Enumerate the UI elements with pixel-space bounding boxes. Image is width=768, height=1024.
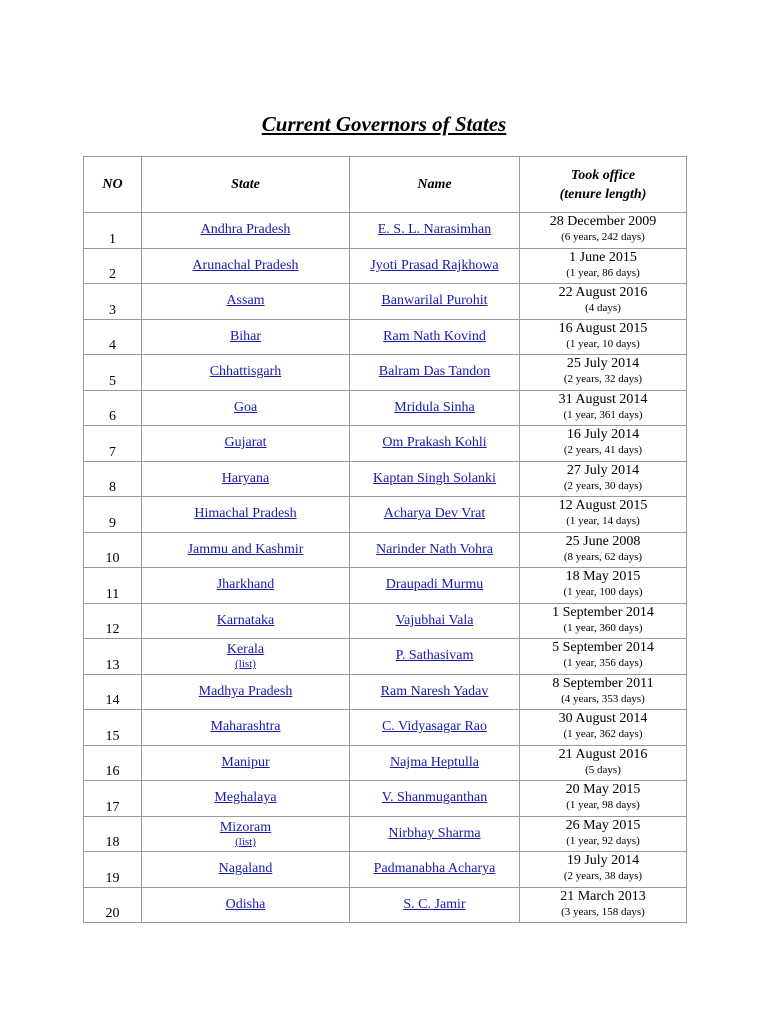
- took-office-date: 16 August 2015: [558, 320, 648, 336]
- table-header-row: [84, 157, 687, 213]
- governor-name-link[interactable]: Najma Heptulla: [389, 754, 480, 770]
- governor-name-link[interactable]: Mridula Sinha: [394, 399, 475, 415]
- governor-name-cell: [350, 816, 520, 852]
- took-office-date: 1 September 2014: [552, 604, 654, 620]
- table-row: [84, 603, 687, 639]
- took-office-date: 12 August 2015: [558, 498, 648, 513]
- took-office-date: 25 June 2008: [565, 533, 641, 549]
- table-row: [84, 532, 687, 568]
- state-link[interactable]: Arunachal Pradesh: [192, 257, 299, 273]
- governor-name-cell: [350, 213, 520, 249]
- governor-name-cell: [350, 532, 520, 568]
- state-link[interactable]: Odisha: [225, 896, 266, 912]
- governor-name-cell: [350, 426, 520, 462]
- governor-name-link[interactable]: Nirbhay Sharma: [388, 825, 481, 841]
- governor-name-link[interactable]: Ram Nath Kovind: [383, 328, 486, 344]
- governor-name-cell: [350, 674, 520, 710]
- state-link[interactable]: Maharashtra: [210, 719, 281, 735]
- tenure-length: (1 year, 98 days): [566, 799, 640, 811]
- page-title: Current Governors of States: [261, 112, 507, 136]
- governor-name-link[interactable]: Draupadi Murmu: [385, 577, 484, 593]
- state-stack: [142, 642, 349, 670]
- governor-name-cell: [350, 781, 520, 817]
- state-link[interactable]: Madhya Pradesh: [198, 683, 293, 699]
- governor-name-link[interactable]: Balram Das Tandon: [378, 364, 491, 380]
- row-number: 12: [84, 603, 142, 639]
- state-cell: [142, 710, 350, 746]
- governor-name-link[interactable]: P. Sathasivam: [395, 648, 474, 664]
- took-office-date: 30 August 2014: [558, 711, 648, 726]
- header-took-office: [520, 157, 687, 213]
- governor-name-link[interactable]: Vajubhai Vala: [395, 612, 474, 628]
- governor-name-cell: [350, 603, 520, 639]
- state-link[interactable]: Kerala: [226, 642, 265, 658]
- governor-name-cell: [350, 745, 520, 781]
- took-office-date: 28 December 2009: [549, 214, 657, 229]
- row-number: 7: [84, 426, 142, 462]
- state-stack: [142, 364, 349, 380]
- row-number: 4: [84, 319, 142, 355]
- tenure-length: (2 years, 32 days): [563, 373, 643, 385]
- header-no: NO: [84, 157, 142, 213]
- row-number: 11: [84, 568, 142, 604]
- row-number: 3: [84, 284, 142, 320]
- table-row: [84, 674, 687, 710]
- state-link[interactable]: Goa: [233, 399, 258, 415]
- row-number: 17: [84, 781, 142, 817]
- tenure-length: (1 year, 10 days): [566, 337, 640, 350]
- took-office-cell: [520, 745, 687, 781]
- governor-name-link[interactable]: Acharya Dev Vrat: [383, 506, 486, 522]
- state-link[interactable]: Haryana: [221, 470, 270, 486]
- table-row: [84, 852, 687, 888]
- took-office-cell: [520, 568, 687, 604]
- state-cell: [142, 816, 350, 852]
- tenure-length: (2 years, 41 days): [563, 444, 643, 456]
- state-cell: [142, 355, 350, 391]
- governor-name-cell: [350, 461, 520, 497]
- took-office-cell: [520, 355, 687, 391]
- state-cell: [142, 781, 350, 817]
- state-stack: [142, 329, 349, 345]
- tenure-length: (2 years, 30 days): [563, 479, 643, 492]
- header-took-office-label: Took office: [570, 167, 636, 183]
- header-tenure-length-label: (tenure length): [559, 186, 647, 202]
- took-office-cell: [520, 213, 687, 249]
- state-link[interactable]: Chhattisgarh: [209, 364, 282, 380]
- state-stack: [142, 258, 349, 274]
- state-stack: [142, 471, 349, 487]
- governor-name-link[interactable]: E. S. L. Narasimhan: [377, 222, 492, 238]
- governor-name-link[interactable]: Banwarilal Purohit: [381, 293, 488, 309]
- governor-name-cell: [350, 284, 520, 320]
- state-link[interactable]: Karnataka: [216, 612, 275, 628]
- row-number: 16: [84, 745, 142, 781]
- governor-name-link[interactable]: Ram Naresh Yadav: [380, 683, 489, 699]
- state-link[interactable]: Jharkhand: [216, 577, 275, 593]
- state-cell: [142, 568, 350, 604]
- row-number: 14: [84, 674, 142, 710]
- state-stack: [142, 506, 349, 522]
- tenure-length: (6 years, 242 days): [561, 231, 645, 243]
- table-row: [84, 390, 687, 426]
- governor-name-link[interactable]: Jyoti Prasad Rajkhowa: [370, 257, 499, 273]
- took-office-cell: [520, 497, 687, 533]
- took-office-date: 22 August 2016: [558, 285, 648, 300]
- table-body: [84, 213, 687, 923]
- state-stack: [142, 755, 349, 771]
- state-cell: [142, 532, 350, 568]
- tenure-length: (1 year, 14 days): [566, 515, 640, 527]
- took-office-date: 8 September 2011: [552, 675, 654, 691]
- table-row: [84, 248, 687, 284]
- took-office-cell: [520, 532, 687, 568]
- state-stack: [142, 861, 349, 877]
- governors-table: [83, 156, 687, 923]
- state-cell: [142, 745, 350, 781]
- tenure-length: (8 years, 62 days): [563, 550, 643, 563]
- table-row: [84, 816, 687, 852]
- state-stack: [142, 684, 349, 700]
- took-office-cell: [520, 284, 687, 320]
- header-state: State: [142, 157, 350, 213]
- state-stack: [142, 400, 349, 416]
- state-link[interactable]: Bihar: [229, 328, 262, 344]
- state-stack: [142, 719, 349, 735]
- took-office-cell: [520, 319, 687, 355]
- state-link[interactable]: Nagaland: [218, 861, 273, 877]
- tenure-length: (2 years, 38 days): [563, 870, 643, 882]
- took-office-cell: [520, 887, 687, 923]
- state-link[interactable]: Assam: [226, 293, 265, 309]
- took-office-cell: [520, 674, 687, 710]
- governor-name-cell: [350, 852, 520, 888]
- tenure-length: (4 years, 353 days): [561, 692, 645, 705]
- state-cell: [142, 461, 350, 497]
- table-row: [84, 639, 687, 675]
- state-cell: [142, 390, 350, 426]
- state-link[interactable]: Mizoram: [219, 819, 272, 835]
- state-cell: [142, 248, 350, 284]
- governor-name-cell: [350, 639, 520, 675]
- state-cell: [142, 603, 350, 639]
- state-cell: [142, 284, 350, 320]
- table-row: [84, 887, 687, 923]
- state-cell: [142, 639, 350, 675]
- row-number: 8: [84, 461, 142, 497]
- row-number: 10: [84, 532, 142, 568]
- tenure-length: (4 days): [585, 302, 621, 314]
- row-number: 2: [84, 248, 142, 284]
- took-office-date: 16 July 2014: [566, 427, 640, 442]
- state-stack: [142, 820, 349, 848]
- took-office-date: 31 August 2014: [558, 391, 648, 407]
- state-link[interactable]: Himachal Pradesh: [194, 506, 297, 522]
- state-stack: [142, 293, 349, 309]
- governor-name-link[interactable]: Padmanabha Acharya: [373, 861, 496, 877]
- tenure-length: (1 year, 92 days): [566, 834, 640, 847]
- state-cell: [142, 426, 350, 462]
- tenure-length: (1 year, 100 days): [563, 586, 643, 598]
- took-office-cell: [520, 710, 687, 746]
- took-office-cell: [520, 461, 687, 497]
- took-office-cell: [520, 781, 687, 817]
- took-office-cell: [520, 390, 687, 426]
- tenure-length: (1 year, 356 days): [563, 657, 643, 669]
- took-office-date: 1 June 2015: [569, 249, 637, 265]
- table-row: [84, 781, 687, 817]
- took-office-date: 26 May 2015: [565, 817, 641, 833]
- state-cell: [142, 887, 350, 923]
- governor-name-link[interactable]: S. C. Jamir: [403, 896, 466, 912]
- state-stack: [142, 222, 349, 238]
- took-office-date: 5 September 2014: [552, 640, 654, 655]
- governor-name-cell: [350, 319, 520, 355]
- state-stack: [142, 897, 349, 913]
- took-office-cell: [520, 603, 687, 639]
- took-office-date: 20 May 2015: [565, 782, 641, 797]
- row-number: 1: [84, 213, 142, 249]
- row-number: 15: [84, 710, 142, 746]
- row-number: 6: [84, 390, 142, 426]
- took-office-cell: [520, 248, 687, 284]
- governor-name-link[interactable]: Om Prakash Kohli: [382, 435, 487, 451]
- state-link[interactable]: Gujarat: [224, 435, 267, 451]
- table-row: [84, 461, 687, 497]
- state-cell: [142, 852, 350, 888]
- state-list-link[interactable]: (list): [235, 835, 256, 848]
- state-stack: [142, 577, 349, 593]
- took-office-cell: [520, 852, 687, 888]
- table-row: [84, 745, 687, 781]
- took-office-date: 21 August 2016: [558, 746, 648, 762]
- table-row: [84, 284, 687, 320]
- state-link[interactable]: Manipur: [221, 754, 270, 770]
- row-number: 9: [84, 497, 142, 533]
- took-office-date: 18 May 2015: [565, 569, 641, 584]
- tenure-length: (1 year, 360 days): [563, 621, 643, 634]
- governor-name-link[interactable]: Kaptan Singh Solanki: [373, 470, 496, 486]
- table-row: [84, 497, 687, 533]
- row-number: 19: [84, 852, 142, 888]
- governor-name-cell: [350, 355, 520, 391]
- state-cell: [142, 213, 350, 249]
- governor-name-cell: [350, 710, 520, 746]
- row-number: 5: [84, 355, 142, 391]
- governor-name-link[interactable]: C. Vidyasagar Rao: [381, 719, 488, 735]
- tenure-length: (1 year, 86 days): [566, 266, 640, 279]
- governor-name-link[interactable]: Narinder Nath Vohra: [376, 541, 493, 557]
- table-row: [84, 568, 687, 604]
- state-stack: [142, 613, 349, 629]
- took-office-date: 25 July 2014: [566, 356, 640, 371]
- governor-name-cell: [350, 248, 520, 284]
- took-office-cell: [520, 426, 687, 462]
- tenure-length: (1 year, 361 days): [563, 408, 643, 421]
- state-stack: [142, 790, 349, 806]
- took-office-date: 21 March 2013: [560, 888, 646, 904]
- state-cell: [142, 319, 350, 355]
- table-row: [84, 426, 687, 462]
- state-cell: [142, 674, 350, 710]
- took-office-date: 27 July 2014: [566, 462, 640, 478]
- state-list-link[interactable]: (list): [235, 658, 256, 671]
- tenure-length: (5 days): [585, 763, 621, 776]
- governor-name-cell: [350, 390, 520, 426]
- took-office-cell: [520, 639, 687, 675]
- row-number: 20: [84, 887, 142, 923]
- row-number: 13: [84, 639, 142, 675]
- governor-name-link[interactable]: V. Shanmuganthan: [381, 790, 488, 806]
- tenure-length: (3 years, 158 days): [561, 905, 645, 918]
- state-link[interactable]: Andhra Pradesh: [200, 222, 291, 238]
- state-link[interactable]: Jammu and Kashmir: [187, 541, 304, 557]
- tenure-length: (1 year, 362 days): [563, 728, 643, 740]
- governor-name-cell: [350, 497, 520, 533]
- governor-name-cell: [350, 887, 520, 923]
- state-cell: [142, 497, 350, 533]
- state-stack: [142, 542, 349, 558]
- state-stack: [142, 435, 349, 451]
- table-row: [84, 213, 687, 249]
- took-office-cell: [520, 816, 687, 852]
- table-row: [84, 355, 687, 391]
- governor-name-cell: [350, 568, 520, 604]
- table-row: [84, 710, 687, 746]
- header-name: Name: [350, 157, 520, 213]
- row-number: 18: [84, 816, 142, 852]
- state-link[interactable]: Meghalaya: [214, 790, 277, 806]
- table-row: [84, 319, 687, 355]
- took-office-date: 19 July 2014: [566, 853, 640, 868]
